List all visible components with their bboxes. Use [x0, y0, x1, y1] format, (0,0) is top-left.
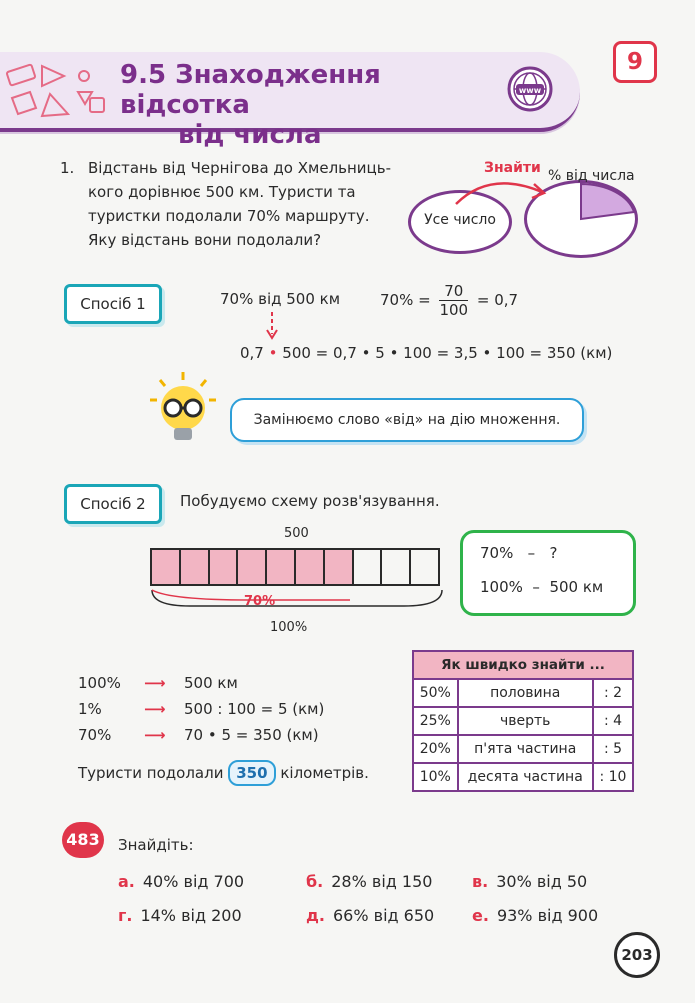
right-arrow-icon: ⟶ — [144, 726, 166, 744]
item-text: 40% від 700 — [142, 872, 245, 891]
calc-rest: 500 = 0,7 • 5 • 100 = 3,5 • 100 = 350 (км) — [282, 344, 613, 362]
fraction-left: 70% = — [380, 291, 431, 309]
quick-find-table — [412, 650, 634, 792]
item-letter: е. — [472, 906, 489, 925]
bar-brace-icon — [150, 588, 444, 608]
proportion-line-1: 70% – ? — [480, 544, 558, 562]
item-letter: г. — [118, 906, 133, 925]
bar-cell-filled — [294, 548, 325, 586]
item-text: 28% від 150 — [331, 872, 433, 891]
item-text: 14% від 200 — [140, 906, 242, 925]
bar-cell-filled — [323, 548, 354, 586]
exercise-prompt: Знайдіть: — [118, 836, 194, 854]
table-cell-operation: : 4 — [593, 707, 633, 735]
method-2-intro: Побудуємо схему розв'язування. — [180, 492, 440, 510]
task-1-line3: туристки подолали 70% маршруту. — [88, 207, 370, 225]
task-1-number: 1. — [60, 159, 75, 177]
table-row — [413, 707, 633, 735]
exercise-item-b — [306, 872, 432, 891]
bar-cell-empty — [352, 548, 383, 586]
right-arrow-icon: ⟶ — [144, 674, 166, 692]
conclusion — [78, 760, 369, 786]
method-1-label: Спосіб 1 — [64, 284, 162, 324]
table-row — [413, 763, 633, 791]
table-cell-name: десята частина — [458, 763, 593, 791]
proportion-box — [460, 530, 636, 616]
table-row — [413, 679, 633, 707]
task-1-line2: кого дорівнює 500 км. Туристи та — [88, 183, 356, 201]
percent-of-number-label: % від числа — [548, 168, 635, 184]
conclusion-after: кілометрів. — [280, 764, 369, 782]
bar-cell-filled — [179, 548, 210, 586]
bar-cell-filled — [208, 548, 239, 586]
task-1-line4: Яку відстань вони подолали? — [88, 231, 322, 249]
globe-www-icon — [507, 66, 553, 112]
table-cell-operation: : 10 — [593, 763, 633, 791]
step-left: 70% — [78, 726, 112, 744]
task-1-text — [60, 156, 398, 252]
item-letter: в. — [472, 872, 489, 891]
exercise-item-e — [306, 906, 434, 925]
bar-bottom-label: 100% — [270, 620, 308, 635]
step-right: 70 • 5 = 350 (км) — [184, 726, 319, 744]
exercise-item-d — [118, 906, 242, 925]
calc-multiply-dot: • — [268, 344, 278, 362]
step-left: 1% — [78, 700, 102, 718]
exercise-item-a — [118, 872, 244, 891]
find-label: Знайти — [484, 160, 541, 176]
table-cell-percent: 25% — [413, 707, 458, 735]
bar-cell-filled — [265, 548, 296, 586]
step-row-2 — [78, 700, 324, 718]
table-header-row — [413, 651, 633, 679]
item-letter: б. — [306, 872, 324, 891]
bar-top-label: 500 — [284, 526, 309, 541]
table-row — [413, 735, 633, 763]
calc-first-factor: 0,7 — [240, 344, 264, 362]
proportion-line-2: 100% – 500 км — [480, 578, 604, 596]
item-text: 93% від 900 — [496, 906, 599, 925]
task-1-line1: Відстань від Чернігова до Хмельниць- — [88, 159, 392, 177]
table-cell-percent: 50% — [413, 679, 458, 707]
bar-filled-label: 70% — [244, 594, 276, 609]
table-cell-name: чверть — [458, 707, 593, 735]
fraction-numerator: 70 — [439, 282, 468, 301]
percent-bar — [152, 548, 440, 586]
lesson-title — [120, 60, 510, 150]
page-number: 203 — [614, 932, 660, 978]
lesson-title-line2: від числа — [178, 120, 322, 150]
www-icon-label: www — [518, 86, 542, 95]
down-arrow-icon — [266, 310, 278, 340]
step-left: 100% — [78, 674, 121, 692]
bar-cell-empty — [409, 548, 440, 586]
step-right: 500 км — [184, 674, 238, 692]
method-2-label: Спосіб 2 — [64, 484, 162, 524]
table-title: Як швидко знайти ... — [413, 651, 633, 679]
method-1-expression: 70% від 500 км — [220, 290, 341, 308]
right-arrow-icon: ⟶ — [144, 700, 166, 718]
fraction — [439, 282, 468, 319]
step-row-3 — [78, 726, 319, 744]
table-cell-name: половина — [458, 679, 593, 707]
fraction-right: = 0,7 — [476, 291, 519, 309]
table-cell-percent: 10% — [413, 763, 458, 791]
step-right: 500 : 100 = 5 (км) — [184, 700, 325, 718]
table-cell-percent: 20% — [413, 735, 458, 763]
exercise-number-badge: 483 — [62, 822, 104, 858]
table-cell-operation: : 5 — [593, 735, 633, 763]
item-letter: д. — [306, 906, 325, 925]
fraction-denominator: 100 — [439, 301, 469, 319]
method-1-calculation — [240, 344, 612, 362]
item-text: 30% від 50 — [496, 872, 588, 891]
whole-number-label: Усе число — [424, 212, 496, 228]
bar-cell-filled — [236, 548, 267, 586]
conclusion-before: Туристи подолали — [78, 764, 224, 782]
bar-cell-empty — [380, 548, 411, 586]
answer-pill: 350 — [228, 760, 275, 786]
item-letter: а. — [118, 872, 135, 891]
chapter-badge: 9 — [613, 41, 657, 83]
exercise-item-c — [472, 872, 587, 891]
step-row-1 — [78, 674, 238, 692]
hint-box: Замінюємо слово «від» на дію множення. — [230, 398, 584, 442]
bar-cell-filled — [150, 548, 181, 586]
exercise-item-f — [472, 906, 598, 925]
lesson-title-line1: 9.5 Знаходження відсотка — [120, 60, 381, 120]
item-text: 66% від 650 — [333, 906, 435, 925]
method-1-fraction-equation — [380, 282, 518, 319]
table-cell-name: п'ята частина — [458, 735, 593, 763]
school-doodles-icon — [2, 58, 112, 122]
table-cell-operation: : 2 — [593, 679, 633, 707]
lightbulb-glasses-icon — [148, 370, 218, 446]
